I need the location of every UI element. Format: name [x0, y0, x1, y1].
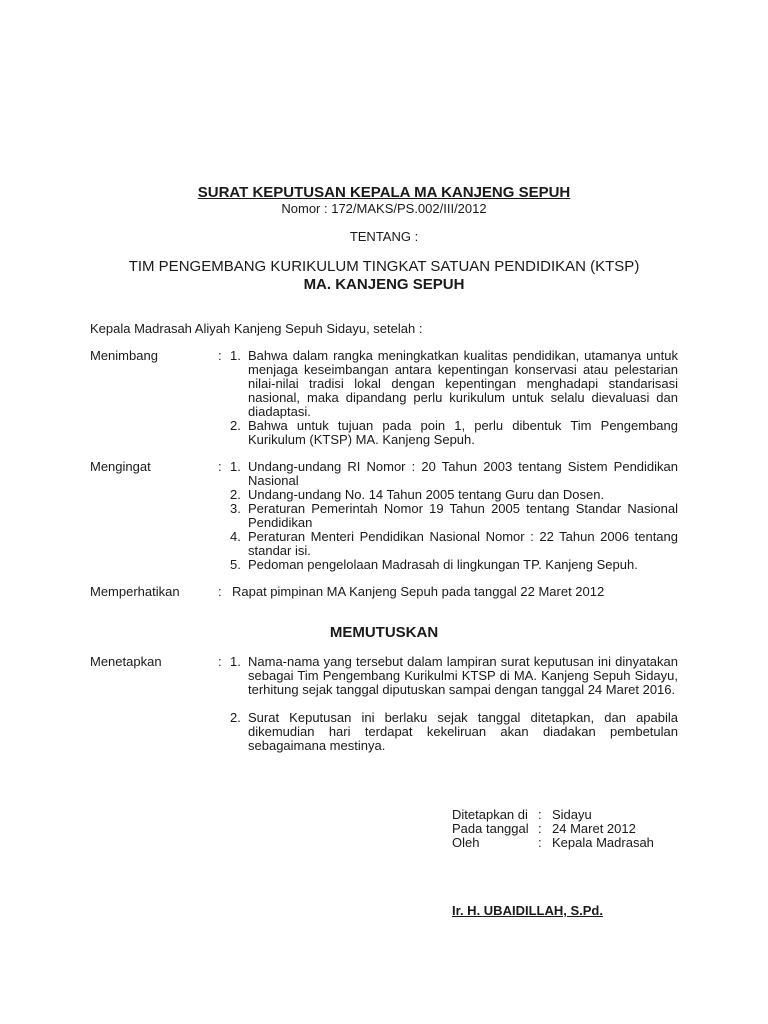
menetapkan-list [230, 655, 678, 753]
item-text: Nama-nama yang tersebut dalam lampiran surat keputusan ini dinyatakan sebagai Tim Pengembang Kurikulmi KTSP di MA. Kanjeng Sepuh Sidayu, terhitung sejak tanggal diputuskan sampai dengan tanggal 24 Maret 2016. [248, 654, 678, 697]
item-number: 2. [230, 487, 241, 502]
list-item [230, 558, 678, 572]
item-text: Peraturan Pemerintah Nomor 19 Tahun 2005 tentang Standar Nasional Pendidikan [248, 501, 678, 530]
item-number: 2. [230, 710, 241, 725]
item-number: 5. [230, 557, 241, 572]
signature-row [452, 808, 712, 822]
menimbang-label: Menimbang [90, 348, 158, 363]
list-item [230, 502, 678, 530]
signature-key: Oleh [452, 835, 480, 850]
signature-key: Ditetapkan di [452, 807, 528, 822]
signature-colon: : [538, 821, 542, 836]
item-number: 1. [230, 459, 241, 474]
item-text: Undang-undang RI Nomor : 20 Tahun 2003 tentang Sistem Pendidikan Nasional [248, 459, 678, 488]
memutuskan-heading: MEMUTUSKAN [329, 624, 439, 641]
memperhatikan-label: Memperhatikan [90, 584, 180, 599]
item-text: Peraturan Menteri Pendidikan Nasional Nomor : 22 Tahun 2006 tentang standar isi. [248, 529, 678, 558]
list-item [230, 711, 678, 753]
list-item [230, 460, 678, 488]
menimbang-list [230, 349, 678, 447]
memperhatikan-colon: : [218, 584, 222, 599]
subject-line-1: TIM PENGEMBANG KURIKULUM TINGKAT SATUAN PENDIDIKAN (KTSP) [128, 258, 640, 275]
item-number: 3. [230, 501, 241, 516]
intro-text: Kepala Madrasah Aliyah Kanjeng Sepuh Sidayu, setelah : [90, 321, 423, 336]
document-title: SURAT KEPUTUSAN KEPALA MA KANJENG SEPUH [197, 184, 571, 201]
tentang-label: TENTANG : [349, 229, 419, 244]
list-item [230, 349, 678, 419]
item-text: Bahwa untuk tujuan pada poin 1, perlu dibentuk Tim Pengembang Kurikulum (KTSP) MA. Kanjeng Sepuh. [248, 418, 678, 447]
mengingat-colon: : [218, 459, 222, 474]
document-number: Nomor : 172/MAKS/PS.002/III/2012 [281, 201, 487, 216]
list-item [230, 655, 678, 697]
signature-value: Sidayu [552, 807, 592, 822]
signer-name: Ir. H. UBAIDILLAH, S.Pd. [452, 903, 603, 918]
item-number: 1. [230, 654, 241, 669]
item-number: 4. [230, 529, 241, 544]
item-text: Bahwa dalam rangka meningkatkan kualitas pendidikan, utamanya untuk menjaga keseimbangan antara kepentingan konservasi atau pelestarian nilai-nilai tradisi lokal dengan kepentingan menghadapi standarisasi nasional, maka dipandang perlu kurikulum untuk selalu dievaluasi dan diadaptasi. [248, 348, 678, 419]
mengingat-list [230, 460, 678, 572]
list-item [230, 419, 678, 447]
signature-key: Pada tanggal [452, 821, 529, 836]
item-text: Surat Keputusan ini berlaku sejak tanggal ditetapkan, dan apabila dikemudian hari terdapat kekeliruan akan diadakan pembetulan sebagaimana mestinya. [248, 710, 678, 753]
memperhatikan-text: Rapat pimpinan MA Kanjeng Sepuh pada tanggal 22 Maret 2012 [232, 584, 605, 599]
list-item [230, 530, 678, 558]
mengingat-label: Mengingat [90, 459, 151, 474]
item-number: 1. [230, 348, 241, 363]
item-number: 2. [230, 418, 241, 433]
signature-colon: : [538, 807, 542, 822]
item-text: Pedoman pengelolaan Madrasah di lingkungan TP. Kanjeng Sepuh. [248, 557, 638, 572]
menetapkan-label: Menetapkan [90, 654, 162, 669]
menetapkan-colon: : [218, 654, 222, 669]
signature-value: Kepala Madrasah [552, 835, 654, 850]
signature-colon: : [538, 835, 542, 850]
signature-value: 24 Maret 2012 [552, 821, 636, 836]
subject-line-2: MA. KANJENG SEPUH [303, 276, 465, 293]
list-item [230, 488, 678, 502]
signature-row [452, 822, 712, 836]
item-text: Undang-undang No. 14 Tahun 2005 tentang Guru dan Dosen. [248, 487, 605, 502]
menimbang-colon: : [218, 348, 222, 363]
signature-block [452, 808, 712, 850]
signature-row [452, 836, 712, 850]
